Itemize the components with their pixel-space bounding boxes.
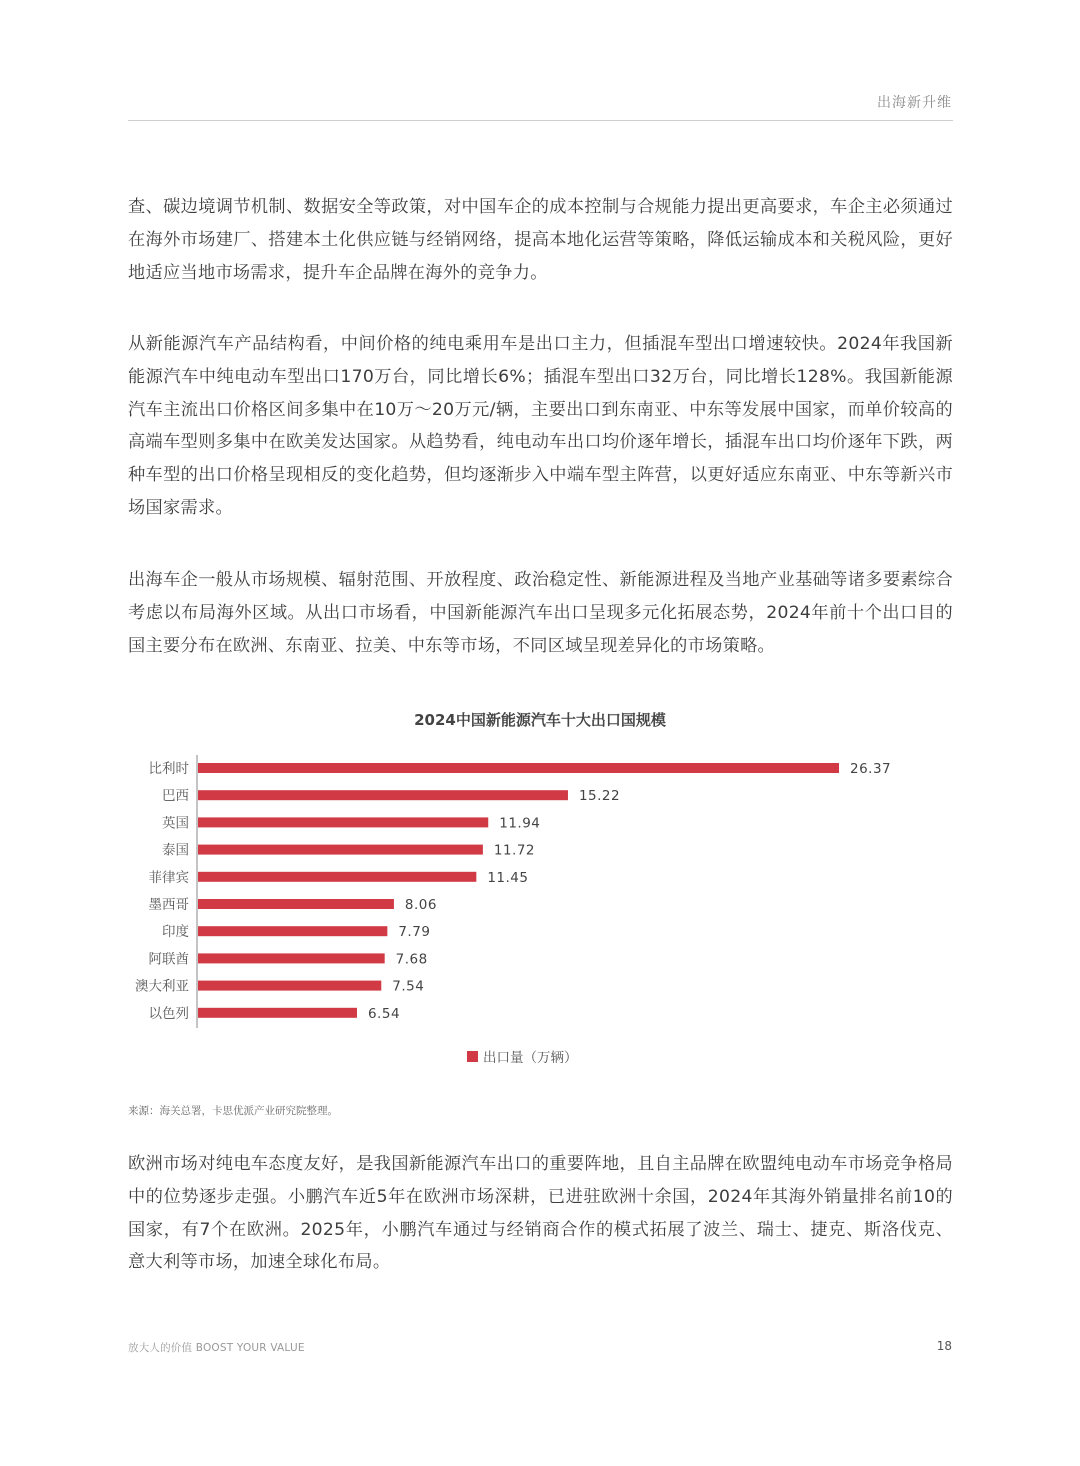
- paragraph-2: 从新能源汽车产品结构看，中间价格的纯电乘用车是出口主力，但插混车型出口增速较快。2024年我国新能源汽车中纯电动车型出口170万台，同比增长6%；插混车型出口32万台，同比增长128%。我国新能源汽车主流出口价格区间多集中在10万～20万元/辆，主要出口到东南亚、中东等发展中国家，而单价较高的高端车型则多集中在欧美发达国家。从趋势看，纯电动车出口均价逐年增长，插混车出口均价逐年下跌，两种车型的出口价格呈现相反的变化趋势，但均逐渐步入中端车型主阵营，以更好适应东南亚、中东等新兴市场国家需求。: [128, 334, 953, 518]
- data-label: 11.45: [487, 869, 529, 886]
- data-label: 7.68: [395, 951, 428, 968]
- chart-bars: [135, 760, 891, 1022]
- bar: [198, 817, 488, 827]
- category-label: 墨西哥: [148, 897, 189, 913]
- chart-legend: [467, 1050, 578, 1066]
- category-label: 英国: [162, 815, 189, 832]
- category-label: 以色列: [148, 1005, 189, 1022]
- data-label: 7.54: [392, 978, 425, 995]
- category-label: 阿联酋: [148, 951, 189, 968]
- paragraph-1: 查、碳边境调节机制、数据安全等政策，对中国车企的成本控制与合规能力提出更高要求，车企主必须通过在海外市场建厂、搭建本土化供应链与经销网络，提高本地化运营等策略，降低运输成本和关税风险，更好地适应当地市场需求，提升车企品牌在海外的竞争力。: [128, 197, 953, 283]
- data-label: 7.79: [398, 924, 431, 941]
- data-label: 8.06: [404, 897, 437, 913]
- legend-label: 出口量（万辆）: [483, 1050, 578, 1066]
- category-label: 印度: [162, 924, 189, 941]
- data-label: 11.72: [493, 842, 536, 859]
- category-label: 巴西: [162, 788, 189, 805]
- data-label: 26.37: [850, 761, 892, 777]
- source-note: 来源：海关总署，卡思优派产业研究院整理。: [128, 1105, 338, 1117]
- bar: [198, 1008, 357, 1018]
- page-number: 18: [936, 1339, 952, 1353]
- data-label: 6.54: [367, 1005, 401, 1022]
- bar: [198, 981, 381, 991]
- legend-swatch: [467, 1051, 478, 1062]
- bar: [198, 953, 385, 963]
- data-label: 15.22: [578, 788, 621, 805]
- bar: [198, 899, 394, 909]
- bar: [198, 926, 387, 936]
- bar: [198, 763, 839, 773]
- paragraph-3: 出海车企一般从市场规模、辐射范围、开放程度、政治稳定性、新能源进程及当地产业基础等诸多要素综合考虑以布局海外区域。从出口市场看，中国新能源汽车出口呈现多元化拓展态势，2024年前十个出口目的国主要分布在欧洲、东南亚、拉美、中东等市场，不同区域呈现差异化的市场策略。: [128, 570, 953, 656]
- bar: [198, 872, 476, 882]
- header-divider: [128, 120, 953, 121]
- paragraph-4: 欧洲市场对纯电车态度友好，是我国新能源汽车出口的重要阵地，且自主品牌在欧盟纯电动车市场竞争格局中的位势逐步走强。小鹏汽车近5年在欧洲市场深耕，已进驻欧洲十余国，2024年其海外销量排名前10的国家，有7个在欧洲。2025年，小鹏汽车通过与经销商合作的模式拓展了波兰、瑞士、捷克、斯洛伐克、意大利等市场，加速全球化布局。: [128, 1154, 953, 1273]
- category-label: 菲律宾: [148, 869, 189, 886]
- footer-tagline: 放大人的价值 BOOST YOUR VALUE: [128, 1342, 305, 1354]
- export-bar-chart: [128, 700, 953, 1080]
- category-label: 泰国: [162, 842, 189, 859]
- category-label: 澳大利亚: [135, 978, 189, 995]
- header-section-title: 出海新升维: [877, 95, 952, 111]
- data-label: 11.94: [499, 815, 541, 832]
- bar: [198, 845, 483, 855]
- category-label: 比利时: [148, 761, 189, 777]
- bar: [198, 790, 568, 800]
- chart-title: 2024中国新能源汽车十大出口国规模: [414, 711, 666, 729]
